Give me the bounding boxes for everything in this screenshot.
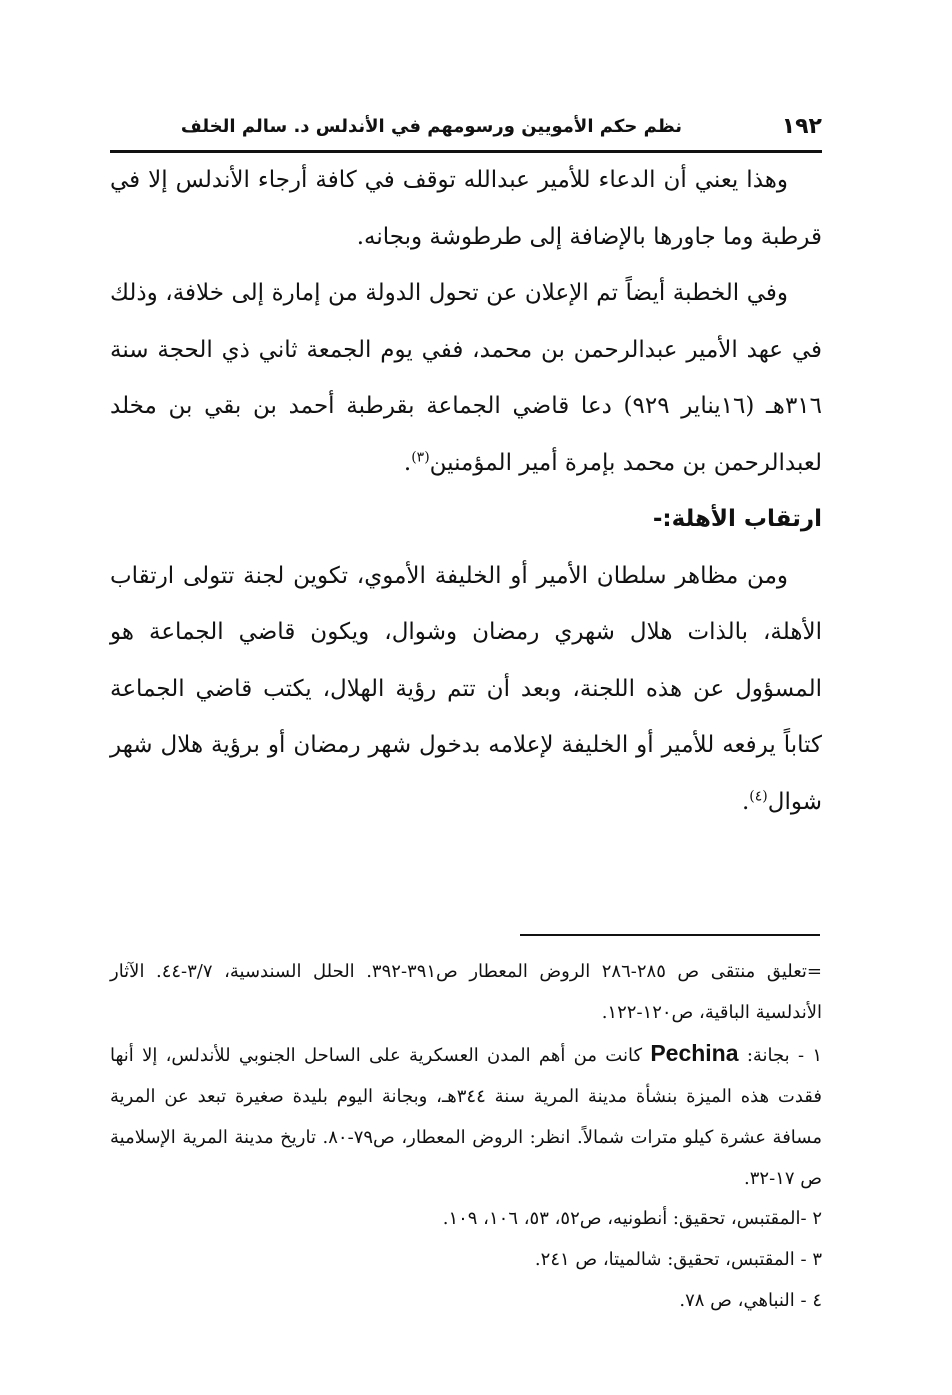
footnote-4: ٤ - النباهي، ص ٧٨. (679, 1289, 822, 1311)
section-heading: ارتقاب الأهلة:- (652, 506, 822, 532)
footnote-continuation: =تعليق منتقى ص ٢٨٥-٢٨٦ الروض المعطار ص٣٩١-٣٩٢. الحلل السندسية، ٣/٧-٤٤. الآثار الأندلسية الباقية، ص١٢٠-١٢٢. (110, 961, 822, 1023)
paragraph-3 (110, 548, 822, 831)
footnote-ref-3: (٣) (411, 448, 430, 465)
footnotes (110, 952, 822, 1321)
running-title: نظم حكم الأمويين ورسومهم في الأندلس د. سالم الخلف (180, 116, 682, 137)
paragraph-1: وهذا يعني أن الدعاء للأمير عبدالله توقف في كافة أرجاء الأندلس إلا في قرطبة وما جاورها بالإضافة إلى طرطوشة وبجانه. (110, 167, 822, 250)
footnote-1 (110, 1033, 822, 1199)
footnote-1-lead: ١ - بجانة: (746, 1045, 822, 1067)
footnote-2: ٢ -المقتبس، تحقيق: أنطونيه، ص٥٢، ٥٣، ١٠٦، ١٠٩. (442, 1208, 822, 1230)
footnote-1-latin-term: Pechina (650, 1040, 739, 1067)
main-text (110, 152, 822, 830)
footnote-separator (520, 934, 820, 936)
page-number: ١٩٢ (781, 114, 822, 139)
paragraph-2 (110, 265, 822, 491)
paragraph-2-end: . (403, 449, 412, 476)
paragraph-2-text: وفي الخطبة أيضاً تم الإعلان عن تحول الدولة من إمارة إلى خلافة، وذلك في عهد الأمير عبدالرحمن بن محمد، ففي يوم الجمعة ثاني ذي الحجة سنة ٣١٦هـ (١٦يناير ٩٢٩) دعا قاضي الجماعة بقرطبة أحمد بن بقي بن مخلد لعبدالرحمن بن محمد بإمرة أمير المؤمنين (110, 280, 822, 476)
paragraph-3-text: ومن مظاهر سلطان الأمير أو الخليفة الأموي، تكوين لجنة تتولى ارتقاب الأهلة، بالذات هلال شهري رمضان وشوال، ويكون قاضي الجماعة هو المسؤول عن هذه اللجنة، وبعد أن تتم رؤية الهلال، يكتب قاضي الجماعة كتاباً يرفعه للأمير أو الخليفة لإعلامه بدخول شهر رمضان أو برؤية هلال شهر شوال (110, 562, 822, 815)
footnote-3: ٣ - المقتبس، تحقيق: شالميتا، ص ٢٤١. (534, 1248, 822, 1270)
paragraph-3-end: . (741, 788, 750, 815)
footnote-1-text: كانت من أهم المدن العسكرية على الساحل الجنوبي للأندلس، إلا أنها فقدت هذه الميزة بنشأة مدينة المرية سنة ٣٤٤هـ، وبجانة اليوم بليدة صغيرة تبعد عن المرية مسافة عشرة كيلو مترات شمالاً. انظر: الروض المعطار، ص٧٩-٨٠. تاريخ مدينة المرية الإسلامية ص ١٧-٣٢. (110, 1045, 822, 1189)
footnote-ref-4: (٤) (749, 787, 768, 804)
running-header (110, 110, 822, 153)
